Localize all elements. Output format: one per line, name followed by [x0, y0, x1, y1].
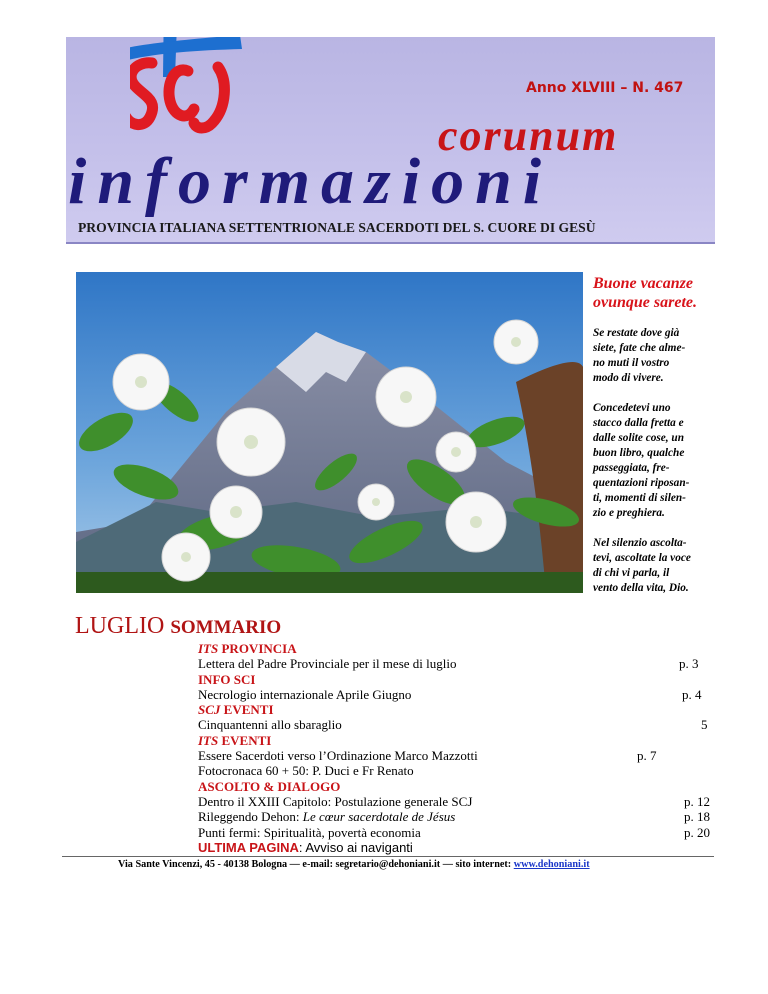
- toc-section: INFO SCI: [198, 671, 256, 687]
- toc-page: p. 4: [682, 686, 702, 702]
- website-link[interactable]: www.dehoniani.it: [513, 859, 590, 870]
- toc-section: SCJ EVENTI: [198, 702, 274, 718]
- toc-item[interactable]: Lettera del Padre Provinciale per il mese di luglio p. 3: [198, 656, 699, 672]
- toc-page: p. 7: [637, 748, 657, 764]
- toc-item[interactable]: Rileggendo Dehon: Le cœur sacerdotale de Jésus p. 18: [198, 809, 710, 825]
- toc-item[interactable]: ULTIMA PAGINA: Avviso ai naviganti: [198, 839, 413, 855]
- toc-page: p. 20: [684, 824, 710, 840]
- sidebar-message: [593, 274, 718, 596]
- toc-item[interactable]: Cinquantenni allo sbaraglio 5: [198, 717, 708, 733]
- footer-divider: [62, 856, 714, 857]
- toc-page: p. 18: [684, 809, 710, 825]
- toc-section: ASCOLTO & DIALOGO: [198, 778, 341, 794]
- toc-page: 5: [701, 717, 708, 733]
- toc-section: ITS EVENTI: [198, 732, 272, 748]
- toc-item[interactable]: Punti fermi: Spiritualità, povertà economia p. 20: [198, 824, 710, 840]
- issue-number: Anno XLVIII – N. 467: [526, 80, 684, 96]
- toc-section: ITS PROVINCIA: [198, 641, 297, 656]
- toc-page: p. 12: [684, 793, 710, 809]
- toc-item[interactable]: Dentro il XXIII Capitolo: Postulazione generale SCJ p. 12: [198, 793, 710, 809]
- table-of-contents: [198, 641, 718, 855]
- footer-contacts: Via Sante Vincenzi, 45 - 40138 Bologna — e-mail: segretario@dehoniani.it — sito internet: www.dehoniani.it: [118, 859, 590, 870]
- toc-item[interactable]: Necrologio internazionale Aprile Giugno p. 4: [198, 686, 702, 702]
- title-corunum: corunum: [438, 111, 619, 160]
- toc-page: p. 3: [679, 656, 699, 672]
- cover-photo-mountain-flowers: [76, 272, 583, 593]
- side-paragraph-2: Concedetevi uno stacco dalla fretta e dalle solite cose, un buon libro, qualche passeggiata, fre- quentazioni riposan- ti, momenti di silen- zio e preghiera.: [593, 402, 690, 519]
- month-label: LUGLIO: [75, 613, 165, 639]
- side-paragraph-3: Nel silenzio ascolta- tevi, ascoltate la voce di chi vi parla, il vento della vita, Dio.: [593, 537, 691, 594]
- toc-item[interactable]: Essere Sacerdoti verso l’Ordinazione Marco Mazzotti p. 7: [198, 748, 657, 764]
- sommario-heading: [75, 613, 281, 640]
- title-informazioni: informazioni: [68, 145, 553, 218]
- side-paragraph-1: Se restate dove già siete, fate che alme- no muti il vostro modo di vivere.: [593, 327, 686, 384]
- masthead-subtitle: PROVINCIA ITALIANA SETTENTRIONALE SACERDOTI DEL S. CUORE DI GESÙ: [78, 220, 596, 235]
- toc-item[interactable]: Fotocronaca 60 + 50: P. Duci e Fr Renato: [198, 763, 414, 779]
- masthead: [66, 37, 715, 244]
- sommario-label: SOMMARIO: [170, 617, 282, 638]
- side-title: Buone vacanze ovunque sarete.: [593, 275, 697, 311]
